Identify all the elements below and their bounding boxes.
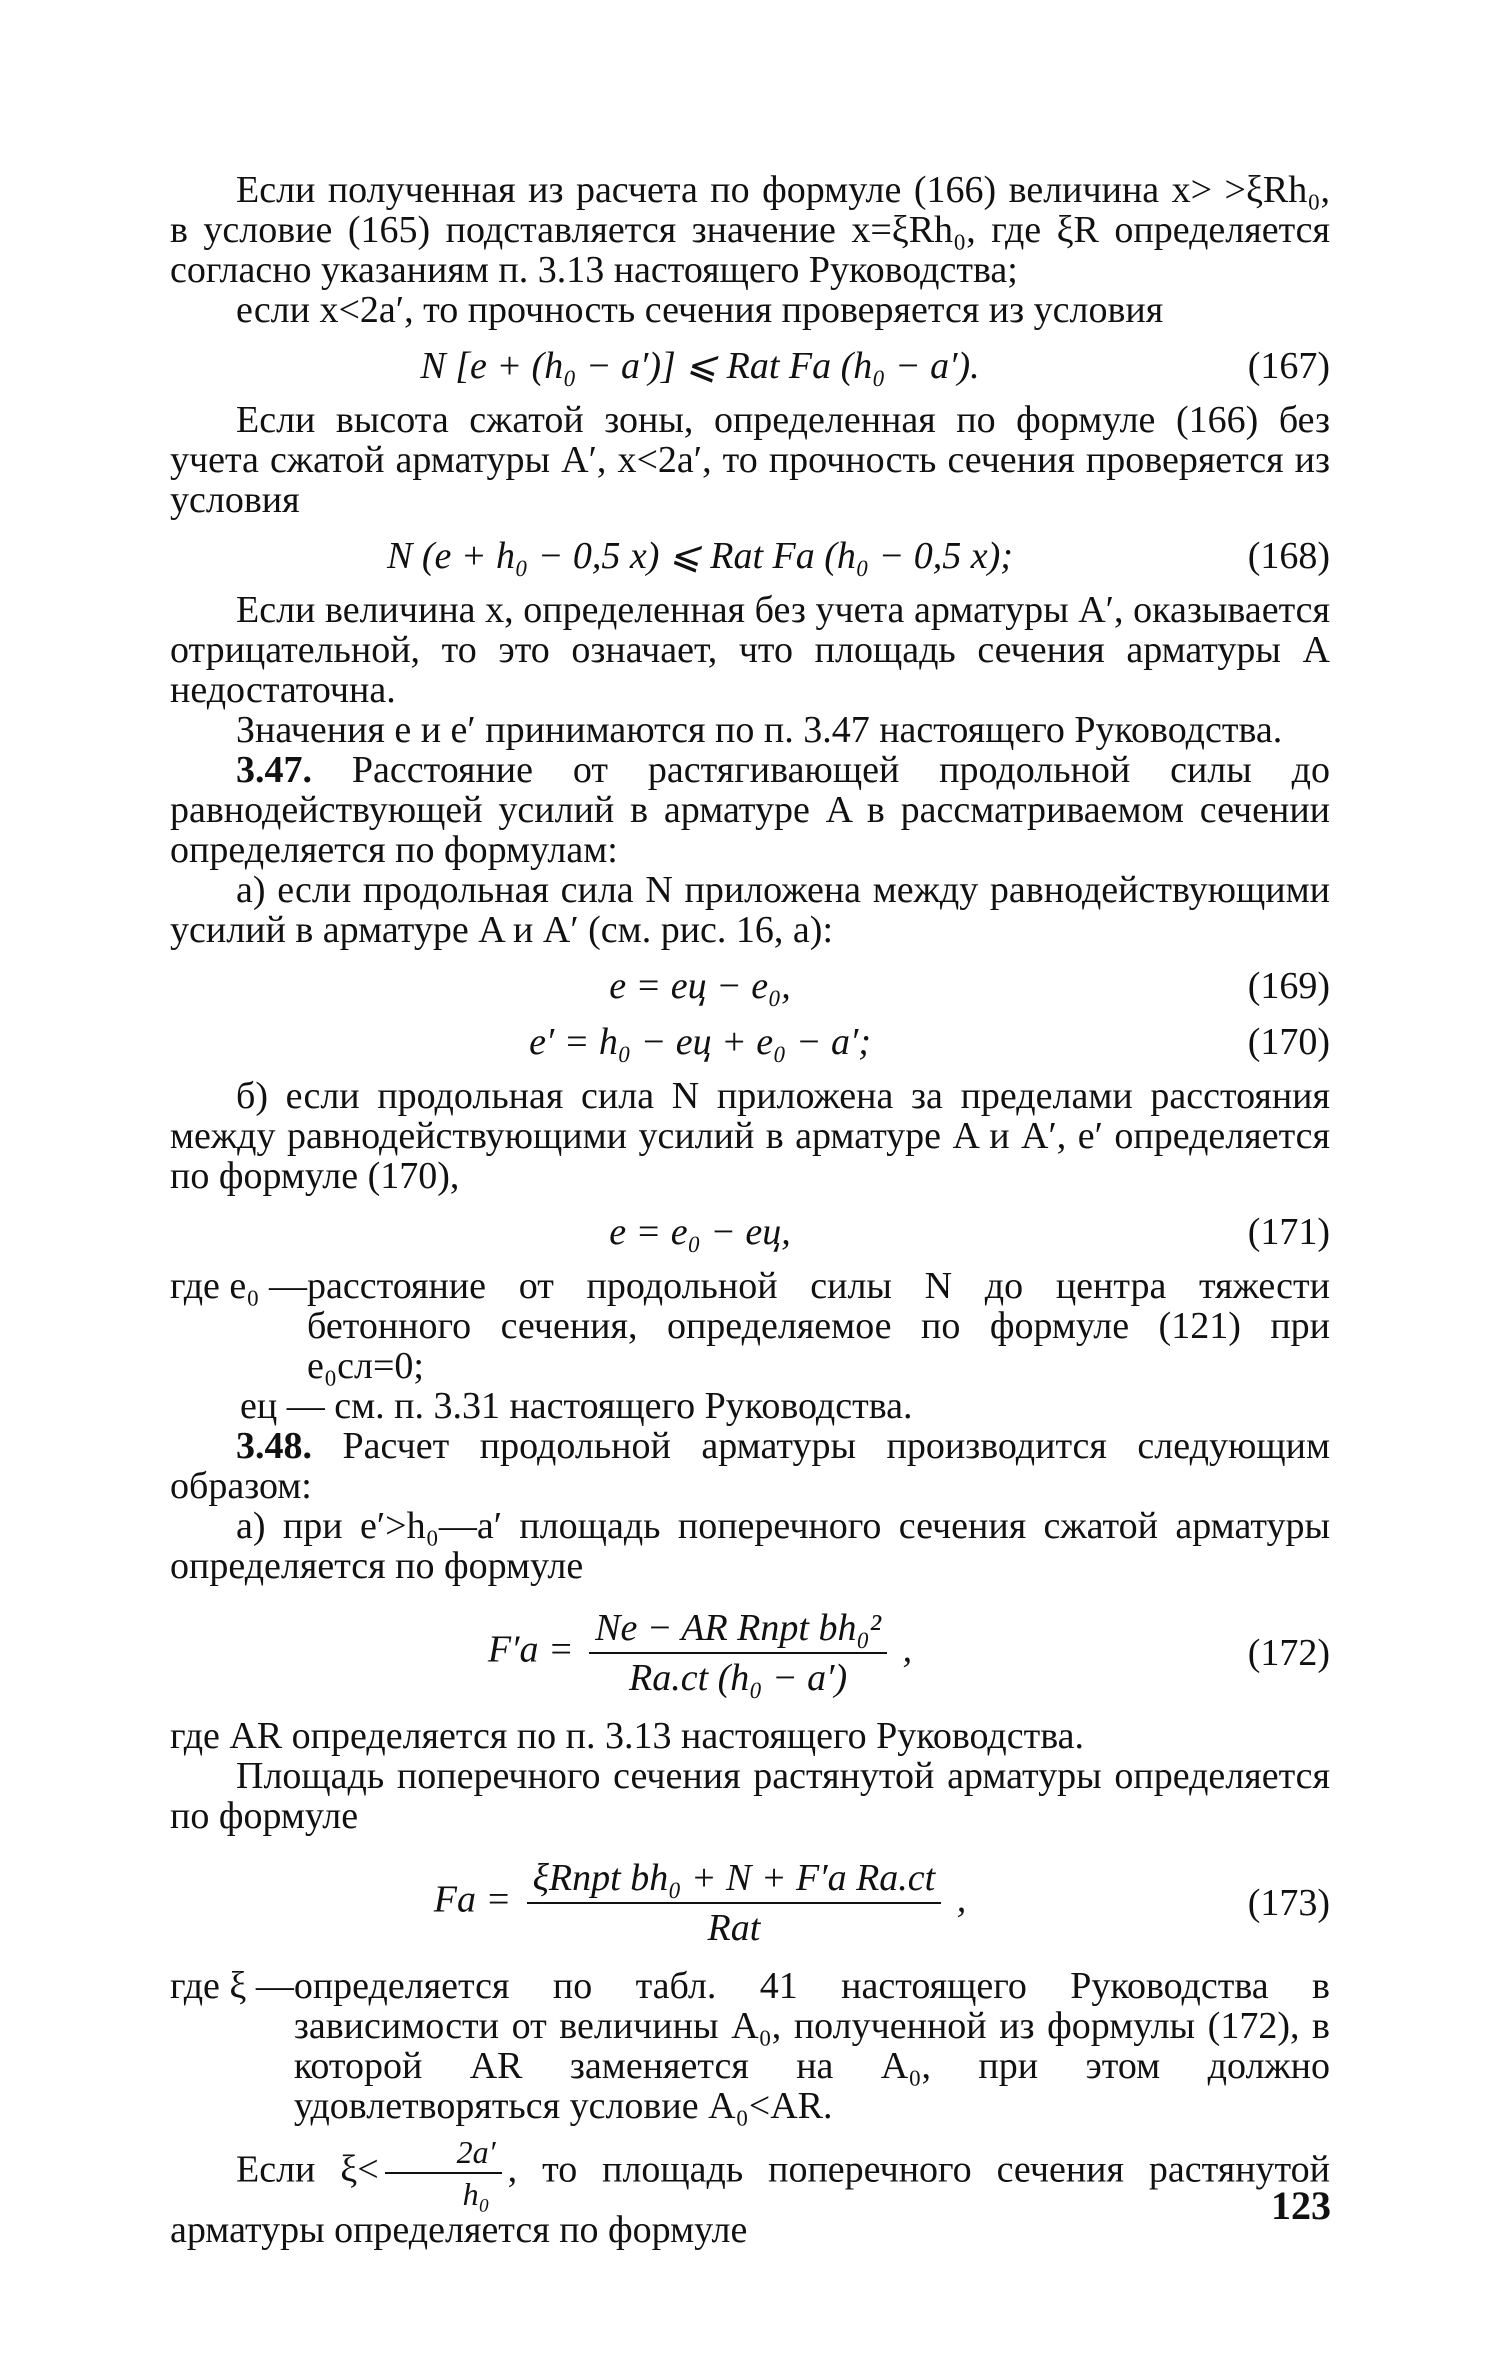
paragraph: где AR определяется по п. 3.13 настоящего Руководства. (170, 1715, 1085, 1757)
paragraph: Если величина x, определенная без учета арматуры A′, оказывается отрицательной, то это означает, что площадь сечения арматуры A недостаточна. (170, 589, 1330, 711)
equation-169 (170, 966, 1330, 1006)
equation-172 (170, 1608, 1330, 1698)
equation-lhs: Fa = (433, 1878, 512, 1921)
equation-body: N [e + (h₀ − a′)] ⩽ Rat Fa (h₀ − a′). (420, 345, 980, 387)
section-paragraph (170, 750, 1330, 870)
equation-173 (170, 1858, 1330, 1948)
equation-number: (172) (1247, 1632, 1330, 1674)
section-number: 3.47. (236, 749, 312, 791)
definition-ec: eц — см. п. 3.31 настоящего Руководства. (240, 1385, 913, 1427)
equation-body: e = e₀ − eц, (609, 1211, 791, 1253)
equation-number: (173) (1247, 1882, 1330, 1924)
section-paragraph (170, 1426, 1330, 1506)
section-text: Расчет продольной арматуры производится следующим образом: (170, 1425, 1330, 1507)
paragraph: Если высота сжатой зоны, определенная по формуле (166) без учета сжатой арматуры A′, x<2a′, то прочность сечения проверяется из условия (170, 399, 1330, 521)
paragraph: если x<2a′, то прочность сечения проверяется из условия (236, 289, 1164, 331)
condition-lead: Если ξ< (236, 2148, 379, 2191)
equation-body (170, 1858, 1230, 1948)
fraction (385, 2136, 502, 2210)
equation-168 (170, 536, 1330, 576)
equation-body: e = eц − e₀, (609, 965, 791, 1007)
paragraph: Если полученная из расчета по формуле (166) величина x> >ξRh₀, в условие (165) подставляется значение x=ξRh₀, где ξR определяется согласно указаниям п. 3.13 настоящего Руководства; (170, 169, 1330, 291)
equation-tail: , (902, 1628, 913, 1671)
paragraph: б) если продольная сила N приложена за пределами расстояния между равнодействующими усилий в арматуре A и A′, e′ определяется по формуле (170), (170, 1075, 1330, 1197)
section-text: Расстояние от растягивающей продольной силы до равнодействующей усилий в арматуре A в рассматриваемом сечении определяется по формулам: (170, 749, 1330, 871)
condition-tail: , то площадь поперечного сечения растянутой арматуры определяется по формуле (170, 2148, 1330, 2251)
paragraph: Значения e и e′ принимаются по п. 3.47 настоящего Руководства. (236, 709, 1283, 751)
definition-label: где e₀ — (170, 1265, 308, 1307)
definition-text: расстояние от продольной силы N до центра тяжести бетонного сечения, определяемое по формуле (121) при e₀сл=0; (307, 1265, 1330, 1387)
definition-xi (170, 1966, 1330, 2126)
definition-e0 (170, 1266, 1330, 1386)
fraction (589, 1608, 887, 1698)
definition-label: где ξ — (170, 1965, 294, 2007)
numerator: 2a′ (385, 2136, 502, 2174)
fraction (527, 1858, 942, 1948)
numerator: Ne − AR Rпрt bh₀² (589, 1608, 887, 1654)
denominator: Rat (707, 1907, 761, 1949)
equation-number: (170) (1247, 1021, 1330, 1063)
equation-number: (167) (1247, 345, 1330, 387)
paragraph: а) если продольная сила N приложена между равнодействующими усилий в арматуре A и A′ (см. рис. 16, а): (170, 869, 1330, 951)
equation-body: e′ = h₀ − eц + e₀ − a′; (529, 1021, 871, 1063)
definition-text: определяется по табл. 41 настоящего Руководства в зависимости от величины A₀, полученной из формулы (172), в которой AR заменяется на A₀, при этом должно удовлетворяться условие A₀<AR. (293, 1965, 1330, 2127)
equation-170 (170, 1022, 1330, 1062)
numerator: ξRпрt bh₀ + N + F′a Ra.ct (527, 1858, 942, 1904)
paragraph: Площадь поперечного сечения растянутой арматуры определяется по формуле (170, 1755, 1330, 1837)
equation-171 (170, 1212, 1330, 1252)
page-number: 123 (1271, 2183, 1331, 2228)
equation-number: (169) (1247, 965, 1330, 1007)
equation-body (170, 1608, 1230, 1698)
equation-167 (170, 346, 1330, 386)
denominator: Ra.ct (h₀ − a′) (629, 1657, 848, 1699)
section-number: 3.48. (236, 1425, 312, 1467)
page-body (170, 170, 1330, 2250)
equation-body: N (e + h₀ − 0,5 x) ⩽ Rat Fa (h₀ − 0,5 x); (387, 535, 1013, 577)
paragraph-condition (170, 2136, 1330, 2250)
equation-number: (171) (1247, 1211, 1330, 1253)
equation-tail: , (956, 1878, 967, 1921)
paragraph: а) при e′>h₀—a′ площадь поперечного сечения сжатой арматуры определяется по формуле (170, 1505, 1330, 1587)
denominator: h₀ (462, 2176, 490, 2212)
equation-lhs: F′a = (487, 1628, 574, 1671)
equation-number: (168) (1247, 535, 1330, 577)
